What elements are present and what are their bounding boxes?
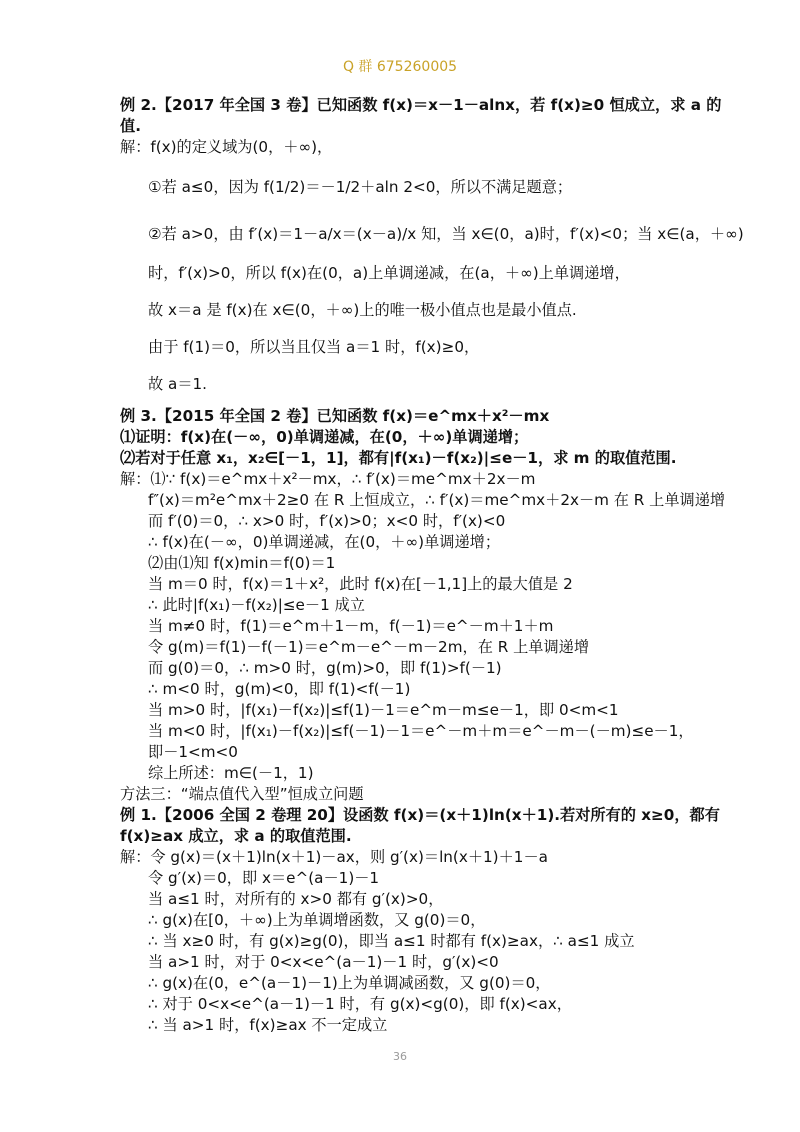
page-header-qq-group: Q 群 675260005 — [342, 59, 458, 75]
ex1-solution-line-7: ∴ g(x)在(0，e^(a－1)－1)上为单调减函数，又 g(0)＝0， — [148, 974, 551, 992]
method-3-heading: 方法三：“端点值代入型”恒成立问题 — [120, 785, 364, 803]
ex3-solution-line-12: 当 m>0 时，|f(x₁)－f(x₂)|≤f(1)－1＝e^m－m≤e－1，即 0<m<1 — [148, 701, 619, 719]
ex1-solution-line-4: ∴ g(x)在[0，＋∞)上为单调增函数，又 g(0)＝0， — [148, 911, 486, 929]
example-2-title-line-1: 例 2.【2017 年全国 3 卷】已知函数 f(x)＝x－1－alnx，若 f(x)≥0 恒成立，求 a 的 — [120, 96, 722, 114]
example-3-title: 例 3.【2015 年全国 2 卷】已知函数 f(x)＝e^mx＋x²－mx — [120, 407, 550, 425]
example-1-title-line-1: 例 1.【2006 全国 2 卷理 20】设函数 f(x)＝(x＋1)ln(x＋1).若对所有的 x≥0，都有 — [120, 806, 720, 824]
ex1-solution-line-5: ∴ 当 x≥0 时，有 g(x)≥g(0)，即当 a≤1 时都有 f(x)≥ax，∴ a≤1 成立 — [148, 932, 635, 950]
ex3-solution-line-9: 令 g(m)＝f(1)－f(－1)＝e^m－e^－m－2m，在 R 上单调递增 — [148, 638, 590, 656]
ex1-solution-line-8: ∴ 对于 0<x<e^(a－1)－1 时，有 g(x)<g(0)，即 f(x)<ax， — [148, 995, 572, 1013]
case-a-gt-0-line: ②若 a>0，由 f′(x)＝1－a/x＝(x－a)/x 知，当 x∈(0，a)时，f′(x)<0；当 x∈(a，＋∞) — [148, 225, 744, 243]
ex1-solution-line-1: 解：令 g(x)＝(x＋1)ln(x＋1)－ax，则 g′(x)＝ln(x＋1)＋1－a — [120, 848, 548, 866]
ex3-solution-line-8: 当 m≠0 时，f(1)＝e^m＋1－m，f(－1)＝e^－m＋1＋m — [148, 617, 554, 635]
f1-line: 由于 f(1)＝0，所以当且仅当 a＝1 时，f(x)≥0， — [148, 338, 480, 356]
ex3-solution-line-7: ∴ 此时|f(x₁)－f(x₂)|≤e－1 成立 — [148, 596, 365, 614]
page-number: 36 — [393, 1050, 407, 1063]
ex3-solution-line-11: ∴ m<0 时，g(m)<0，即 f(1)<f(－1) — [148, 680, 411, 698]
case-a-le-0-line: ①若 a≤0，因为 f(1/2)＝－1/2＋aln 2<0，所以不满足题意； — [148, 178, 573, 196]
ex3-solution-line-10: 而 g(0)＝0，∴ m>0 时，g(m)>0，即 f(1)>f(－1) — [148, 659, 502, 677]
monotonic-line: 时，f′(x)>0，所以 f(x)在(0，a)上单调递减，在(a，＋∞)上单调递增， — [148, 264, 630, 282]
example-3-part-2: ⑵若对于任意 x₁，x₂∈[－1，1]，都有|f(x₁)－f(x₂)|≤e－1，求 m 的取值范围. — [120, 449, 677, 467]
example-1-title-line-2: f(x)≥ax 成立，求 a 的取值范围. — [120, 827, 352, 845]
minimum-point-line: 故 x＝a 是 f(x)在 x∈(0，＋∞)上的唯一极小值点也是最小值点. — [148, 301, 577, 319]
solution-domain-line: 解：f(x)的定义域为(0，＋∞)， — [120, 138, 333, 156]
example-2-title-line-2: 值. — [120, 117, 141, 135]
ex1-solution-line-3: 当 a≤1 时，对所有的 x>0 都有 g′(x)>0， — [148, 890, 444, 908]
ex3-solution-line-5: ⑵由⑴知 f(x)min＝f(0)＝1 — [148, 554, 336, 572]
ex3-solution-line-14: 即－1<m<0 — [148, 743, 238, 761]
ex3-solution-line-15: 综上所述：m∈(－1，1) — [148, 764, 314, 782]
ex1-solution-line-2: 令 g′(x)＝0，即 x＝e^(a－1)－1 — [148, 869, 380, 887]
ex3-solution-line-2: f″(x)＝m²e^mx＋2≥0 在 R 上恒成立，∴ f′(x)＝me^mx＋2x－m 在 R 上单调递增 — [148, 491, 726, 509]
ex3-solution-line-4: ∴ f(x)在(－∞，0)单调递减，在(0，＋∞)单调递增； — [148, 533, 501, 551]
ex3-solution-line-6: 当 m＝0 时，f(x)＝1＋x²，此时 f(x)在[－1,1]上的最大值是 2 — [148, 575, 573, 593]
conclusion-a-line: 故 a＝1. — [148, 375, 207, 393]
ex3-solution-line-3: 而 f′(0)＝0，∴ x>0 时，f′(x)>0；x<0 时，f′(x)<0 — [148, 512, 506, 530]
ex3-solution-line-1: 解：⑴∵ f(x)＝e^mx＋x²－mx，∴ f′(x)＝me^mx＋2x－m — [120, 470, 536, 488]
page-content — [120, 95, 744, 1036]
ex1-solution-line-9: ∴ 当 a>1 时，f(x)≥ax 不一定成立 — [148, 1016, 388, 1034]
example-3-part-1: ⑴证明：f(x)在(－∞，0)单调递减，在(0，＋∞)单调递增； — [120, 428, 529, 446]
ex1-solution-line-6: 当 a>1 时，对于 0<x<e^(a－1)－1 时，g′(x)<0 — [148, 953, 499, 971]
ex3-solution-line-13: 当 m<0 时，|f(x₁)－f(x₂)|≤f(－1)－1＝e^－m＋m＝e^－m－(－m)≤e－1， — [148, 722, 694, 740]
